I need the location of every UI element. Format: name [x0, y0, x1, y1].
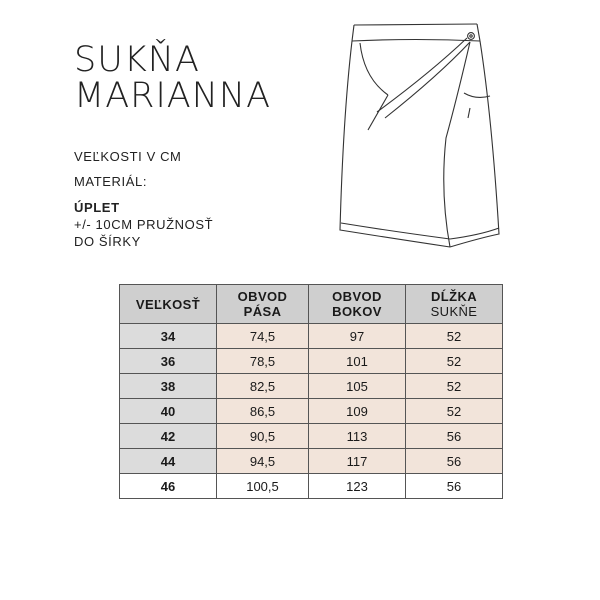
cell-hips: 123	[309, 474, 406, 499]
cell-hips: 113	[309, 424, 406, 449]
cell-hips: 97	[309, 324, 406, 349]
cell-size: 42	[120, 424, 217, 449]
cell-size: 36	[120, 349, 217, 374]
cell-hips: 101	[309, 349, 406, 374]
product-title	[74, 42, 271, 114]
cell-length: 52	[406, 349, 503, 374]
material-details	[74, 199, 213, 250]
cell-hips: 105	[309, 374, 406, 399]
stretch-line1: +/- 10CM PRUŽNOSŤ	[74, 217, 214, 232]
table-row	[120, 374, 503, 399]
cell-waist: 74,5	[217, 324, 309, 349]
size-chart-header-row	[120, 285, 503, 324]
table-row	[120, 449, 503, 474]
header-hips: OBVOD BOKOV	[309, 285, 406, 324]
table-row	[120, 399, 503, 424]
cell-length: 52	[406, 324, 503, 349]
cell-size: 46	[120, 474, 217, 499]
product-title-line2: MARIANNA	[74, 76, 272, 116]
header-length: DĹŽKA SUKŇE	[406, 285, 503, 324]
cell-size: 40	[120, 399, 217, 424]
cell-size: 34	[120, 324, 217, 349]
stretch-line2: DO ŠÍRKY	[74, 234, 141, 249]
skirt-technical-drawing-icon	[330, 18, 510, 258]
cell-waist: 94,5	[217, 449, 309, 474]
cell-waist: 100,5	[217, 474, 309, 499]
material-name: ÚPLET	[74, 200, 120, 215]
table-row	[120, 474, 503, 499]
cell-hips: 117	[309, 449, 406, 474]
sizes-unit-note: VEĽKOSTI V CM	[74, 149, 182, 164]
cell-size: 44	[120, 449, 217, 474]
cell-length: 56	[406, 424, 503, 449]
table-row	[120, 324, 503, 349]
cell-waist: 86,5	[217, 399, 309, 424]
table-row	[120, 424, 503, 449]
cell-size: 38	[120, 374, 217, 399]
cell-waist: 82,5	[217, 374, 309, 399]
cell-length: 52	[406, 374, 503, 399]
product-title-line1: SUKŇA	[74, 40, 200, 80]
size-chart-table	[119, 284, 503, 499]
cell-length: 52	[406, 399, 503, 424]
cell-waist: 90,5	[217, 424, 309, 449]
table-row	[120, 349, 503, 374]
header-size: VEĽKOSŤ	[120, 285, 217, 324]
header-waist: OBVOD PÁSA	[217, 285, 309, 324]
cell-length: 56	[406, 474, 503, 499]
cell-length: 56	[406, 449, 503, 474]
material-label: MATERIÁL:	[74, 174, 148, 189]
cell-waist: 78,5	[217, 349, 309, 374]
cell-hips: 109	[309, 399, 406, 424]
